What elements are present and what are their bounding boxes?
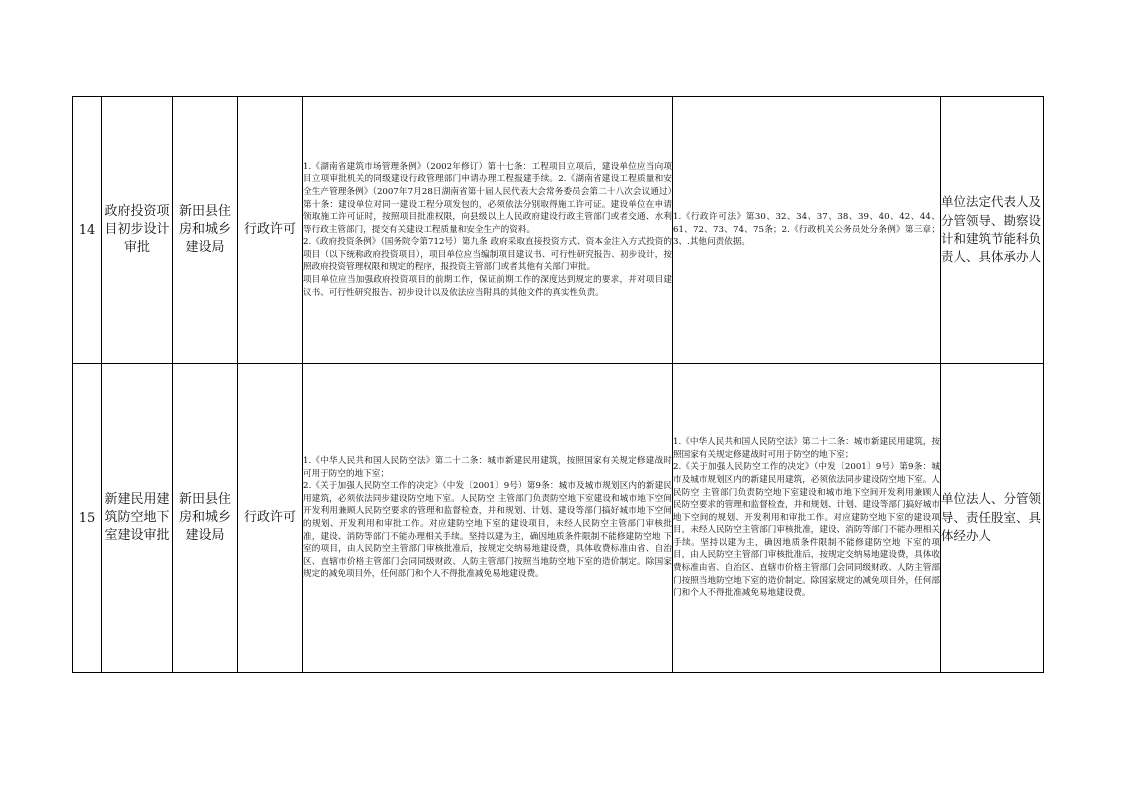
legal-basis: 1.《湖南省建筑市场管理条例》（2002年修订）第十七条：工程项目立项后，建设单位应当向项目立项审批机关的同级建设行政管理部门申请办理工程报建手续。2.《湖南省建设工程质量和安全生产管理条例》（2007年7月28日湖南省第十届人民代表大会常务委员会第二十八次会议通过）第十条：建设单位对同一建设工程分项发包的，必须依法分别取得施工许可证。建设单位在申请领取施工许可证时，按照项目批准权限，向县级以上人民政府建设行政主管部门或者交通、水利等行政主管部门，提交有关建设工程质量和安全生产的资料。 2.《政府投资条例》（国务院令第712号）第九条 政府采取直接投资方式、资本金注入方式投资的项目（以下统称政府投资项目），项目单位应当编制项目建议书、可行性研究报告、初步设计，按照政府投资管理权限和规定的程序，报投资主管部门或者其他有关部门审批。 项目单位应当加强政府投资项目的前期工作，保证前期工作的深度达到规定的要求，并对项目建议书、可行性研究报告、初步设计以及依法应当附具的其他文件的真实性负责。 [303,97,673,364]
permit-type: 行政许可 [238,364,303,673]
accountability-basis: 1.《行政许可法》第30、32、34、37、38、39、40、42、44、61、72、73、74、75条；2.《行政机关公务员处分条例》第三章；3、.其他问责依据。 [673,97,941,364]
responsible-persons: 单位法定代表人及分管领导、勘察设计和建筑节能科负责人、具体承办人 [941,97,1044,364]
department: 新田县住房和城乡建设局 [173,97,238,364]
permit-type: 行政许可 [238,97,303,364]
table-row [73,97,1044,364]
permit-table [72,96,1044,673]
legal-basis: 1.《中华人民共和国人民防空法》第二十二条：城市新建民用建筑，按照国家有关规定修建战时可用于防空的地下室； 2.《关于加强人民防空工作的决定》（中发〔2001〕9号）第9条：城市及城市规划区内的新建民用建筑，必须依法同步建设防空地下室。人民防空 主管部门负责防空地下室建设和城市地下空间开发利用兼顾人民防空要求的管理和监督检查，并和规划、计划、建设等部门搞好城市地下空间的规划、开发利用和审批工作。对应建防空地下室的建设项目，未经人民防空主管部门审核批准，建设、消防等部门不能办理相关手续。坚持以建为主，确因地质条件限制不能修建防空地 下室的项目，由人民防空主管部门审核批准后，按规定交纳易地建设费，具体收费标准由省、自治区、直辖市价格主管部门会同同级财政、人防主管部门按照当地防空地下室的造价制定。除国家规定的减免项目外，任何部门和个人不得批准减免易地建设费。 [303,364,673,673]
row-number: 15 [73,364,102,673]
accountability-basis: 1.《中华人民共和国人民防空法》第二十二条：城市新建民用建筑，按照国家有关规定修建战时可用于防空的地下室； 2.《关于加强人民防空工作的决定》（中发〔2001〕9号）第9条：城市及城市规划区内的新建民用建筑，必须依法同步建设防空地下室。人民防空 主管部门负责防空地下室建设和城市地下空间开发利用兼顾人民防空要求的管理和监督检查，并和规划、计划、建设等部门搞好城市地下空间的规划、开发利用和审批工作。对应建防空地下室的建设项目，未经人民防空主管部门审核批准，建设、消防等部门不能办理相关手续。坚持以建为主，确因地质条件限制不能修建防空地 下室的项目，由人民防空主管部门审核批准后，按规定交纳易地建设费，具体收费标准由省、自治区、直辖市价格主管部门会同同级财政、人防主管部门按照当地防空地下室的造价制定。除国家规定的减免项目外，任何部门和个人不得批准减免易地建设费。 [673,364,941,673]
department: 新田县住房和城乡建设局 [173,364,238,673]
responsible-persons: 单位法人、分管领导、责任股室、具体经办人 [941,364,1044,673]
row-number: 14 [73,97,102,364]
item-name: 政府投资项目初步设计审批 [102,97,173,364]
table-row [73,364,1044,673]
item-name: 新建民用建筑防空地下室建设审批 [102,364,173,673]
